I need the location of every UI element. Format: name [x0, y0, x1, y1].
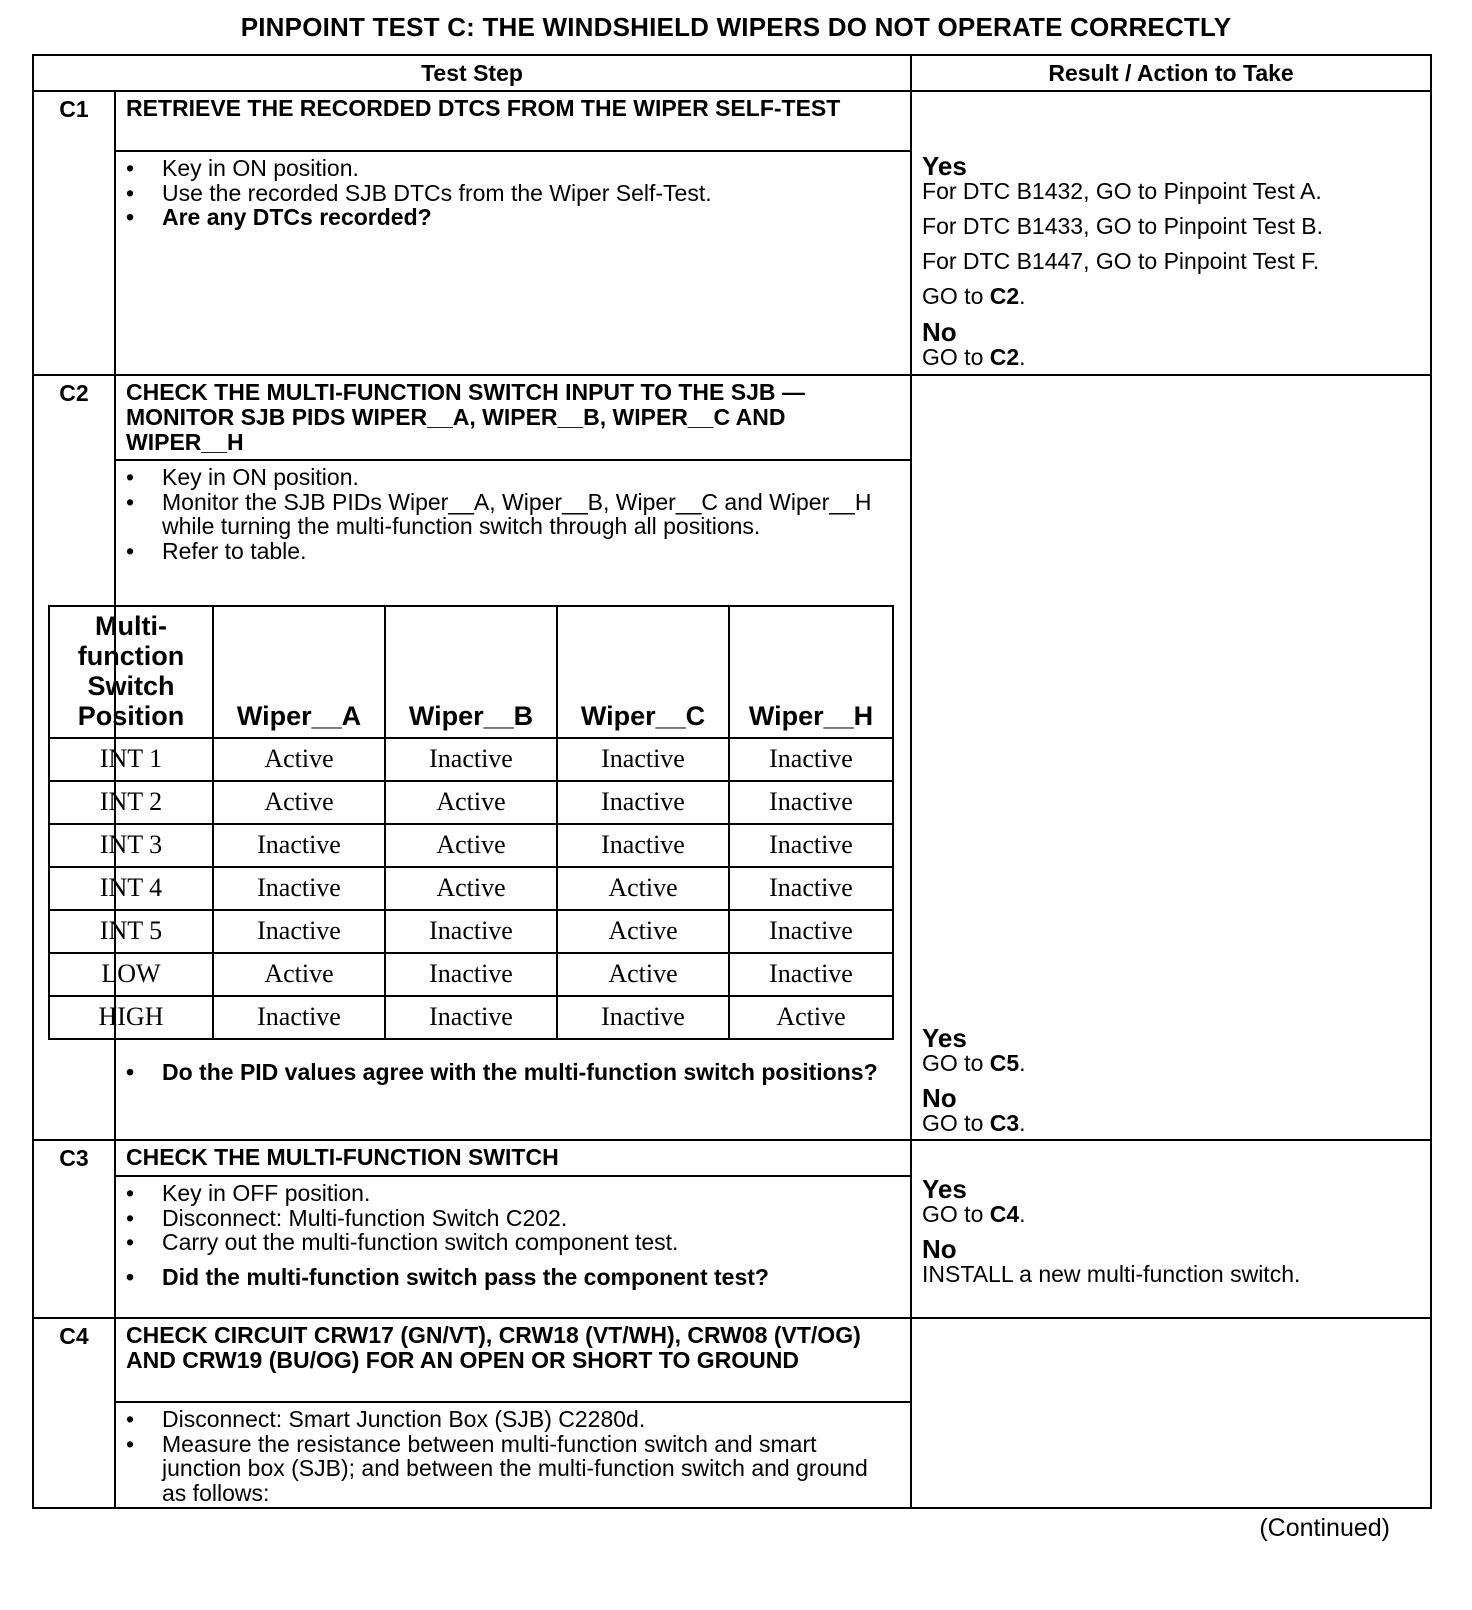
no-label: No — [922, 1083, 957, 1113]
pid-row — [49, 824, 893, 867]
pid-row — [49, 910, 893, 953]
pid-cell: Inactive — [729, 781, 893, 824]
pid-cell: Inactive — [213, 824, 385, 867]
bullet-item: • Use the recorded SJB DTCs from the Wiper Self-Test. — [34, 181, 910, 206]
step-c4-content-row — [33, 1402, 1431, 1508]
step-content — [115, 1402, 911, 1508]
step-content — [115, 151, 911, 375]
result-line: For DTC B1447, GO to Pinpoint Test F. — [922, 248, 1320, 274]
pid-cell: Inactive — [557, 996, 729, 1039]
no-label: No — [922, 1234, 957, 1264]
result-line: GO to C5. — [922, 1050, 1026, 1076]
result-line: For DTC B1432, GO to Pinpoint Test A. — [922, 178, 1322, 204]
result-cell — [911, 91, 1431, 151]
no-label: No — [922, 317, 957, 347]
pid-header: Wiper__C — [557, 606, 729, 738]
step-c2-heading-row — [33, 375, 1431, 460]
bullet-item: • Refer to table. — [34, 539, 910, 564]
bullet-question: • Are any DTCs recorded? — [34, 205, 910, 230]
pid-cell: Inactive — [729, 910, 893, 953]
yes-label: Yes — [922, 1174, 967, 1204]
bullet-item: • Key in ON position. — [34, 465, 910, 490]
pid-cell: Inactive — [213, 910, 385, 953]
pid-cell: INT 2 — [49, 781, 213, 824]
bullet-item: • Disconnect: Multi-function Switch C202. — [34, 1206, 910, 1231]
bullet-item: • Carry out the multi-function switch component test. — [34, 1230, 910, 1255]
pid-cell: Inactive — [213, 867, 385, 910]
pid-cell: Inactive — [729, 738, 893, 781]
bullet-item: • Key in OFF position. — [34, 1181, 910, 1206]
result-cell — [911, 151, 1431, 375]
result-line: GO to C4. — [922, 1201, 1026, 1227]
result-line: GO to C2. — [922, 283, 1026, 309]
step-c2-content-row — [33, 460, 1431, 1140]
pid-cell: Inactive — [557, 781, 729, 824]
page-title: PINPOINT TEST C: THE WINDSHIELD WIPERS DO NOT OPERATE CORRECTLY — [240, 12, 1232, 42]
step-content — [77, 460, 911, 1140]
pid-cell: Active — [385, 824, 557, 867]
step-heading: CHECK THE MULTI-FUNCTION SWITCH — [115, 1140, 911, 1176]
step-heading: CHECK THE MULTI-FUNCTION SWITCH INPUT TO THE SJB — MONITOR SJB PIDS WIPER__A, WIPER__B, WIPER__C AND WIPER__H — [115, 375, 911, 460]
result-cell — [911, 1140, 1431, 1176]
pid-cell: INT 1 — [49, 738, 213, 781]
result-line: INSTALL a new multi-function switch. — [922, 1261, 1301, 1287]
result-cell — [911, 1318, 1431, 1402]
pid-cell: Active — [385, 781, 557, 824]
pid-cell: Inactive — [729, 824, 893, 867]
pid-row — [49, 996, 893, 1039]
pid-cell: Inactive — [385, 953, 557, 996]
bullet-item: • Disconnect: Smart Junction Box (SJB) C2280d. — [34, 1407, 910, 1432]
goto-step: C5 — [989, 1050, 1020, 1076]
pid-cell: Active — [213, 953, 385, 996]
step-c4-heading-row — [33, 1318, 1431, 1402]
result-cell — [911, 1402, 1431, 1508]
pinpoint-test-table — [32, 54, 1432, 1509]
pid-table — [48, 605, 894, 1040]
pid-row — [49, 738, 893, 781]
result-line: For DTC B1433, GO to Pinpoint Test B. — [922, 213, 1323, 239]
pid-cell: Active — [385, 867, 557, 910]
pid-row — [49, 781, 893, 824]
pid-cell: INT 5 — [49, 910, 213, 953]
bullet-item: • Key in ON position. — [34, 156, 910, 181]
header-row — [33, 55, 1431, 91]
step-c1-content-row — [33, 151, 1431, 375]
step-id: C1 — [33, 91, 115, 375]
result-cell — [911, 1176, 1431, 1318]
step-id: C3 — [33, 1140, 115, 1318]
pid-header: Wiper__A — [213, 606, 385, 738]
pid-row — [49, 953, 893, 996]
result-line: GO to C2. — [922, 344, 1026, 370]
result-cell — [911, 460, 1431, 1140]
result-line: GO to C3. — [922, 1110, 1026, 1136]
step-c3-content-row — [33, 1176, 1431, 1318]
pid-header-row — [49, 606, 893, 738]
step-heading: CHECK CIRCUIT CRW17 (GN/VT), CRW18 (VT/WH), CRW08 (VT/OG) AND CRW19 (BU/OG) FOR AN OPEN OR SHORT TO GROUND — [115, 1318, 911, 1402]
step-c1-heading-row — [33, 91, 1431, 151]
yes-label: Yes — [922, 1023, 967, 1053]
step-content — [115, 1176, 911, 1318]
step-id: C2 — [33, 375, 115, 1140]
pid-cell: INT 3 — [49, 824, 213, 867]
bullet-item: • Measure the resistance between multi-function switch and smart junction box (SJB); and between the multi-function switch and ground as follows: — [34, 1432, 910, 1506]
result-header: Result / Action to Take — [911, 55, 1431, 91]
goto-step: C4 — [989, 1201, 1020, 1227]
pid-row — [49, 867, 893, 910]
pid-cell: Active — [213, 781, 385, 824]
bullet-question: • Do the PID values agree with the multi-function switch positions? — [34, 1060, 910, 1085]
pid-cell: Active — [213, 738, 385, 781]
step-heading: RETRIEVE THE RECORDED DTCS FROM THE WIPER SELF-TEST — [115, 91, 911, 151]
pid-cell: LOW — [49, 953, 213, 996]
pid-cell: Active — [557, 910, 729, 953]
pid-cell: Active — [729, 996, 893, 1039]
continued-label: (Continued) — [1259, 1514, 1390, 1542]
pid-cell: Active — [557, 867, 729, 910]
pid-cell: Active — [557, 953, 729, 996]
bullet-question: • Did the multi-function switch pass the component test? — [34, 1265, 910, 1290]
yes-label: Yes — [922, 151, 967, 181]
step-id: C4 — [33, 1318, 115, 1508]
pid-cell: Inactive — [385, 910, 557, 953]
pid-cell: INT 4 — [49, 867, 213, 910]
step-c3-heading-row — [33, 1140, 1431, 1176]
pid-cell: Inactive — [557, 824, 729, 867]
pid-cell: Inactive — [213, 996, 385, 1039]
goto-step: C2 — [989, 344, 1020, 370]
pid-cell: Inactive — [557, 738, 729, 781]
pid-cell: Inactive — [729, 953, 893, 996]
pid-cell: Inactive — [385, 738, 557, 781]
test-step-header: Test Step — [33, 55, 911, 91]
pid-cell: Inactive — [385, 996, 557, 1039]
pid-header: Wiper__B — [385, 606, 557, 738]
goto-step: C2 — [989, 283, 1020, 309]
bullet-item: • Monitor the SJB PIDs Wiper__A, Wiper__B, Wiper__C and Wiper__H while turning the multi-function switch through all positions. — [34, 490, 910, 539]
pid-header: Multi-function Switch Position — [49, 606, 213, 738]
goto-step: C3 — [989, 1110, 1020, 1136]
pid-cell: HIGH — [49, 996, 213, 1039]
result-cell — [911, 375, 1431, 460]
pid-header: Wiper__H — [729, 606, 893, 738]
pid-cell: Inactive — [729, 867, 893, 910]
